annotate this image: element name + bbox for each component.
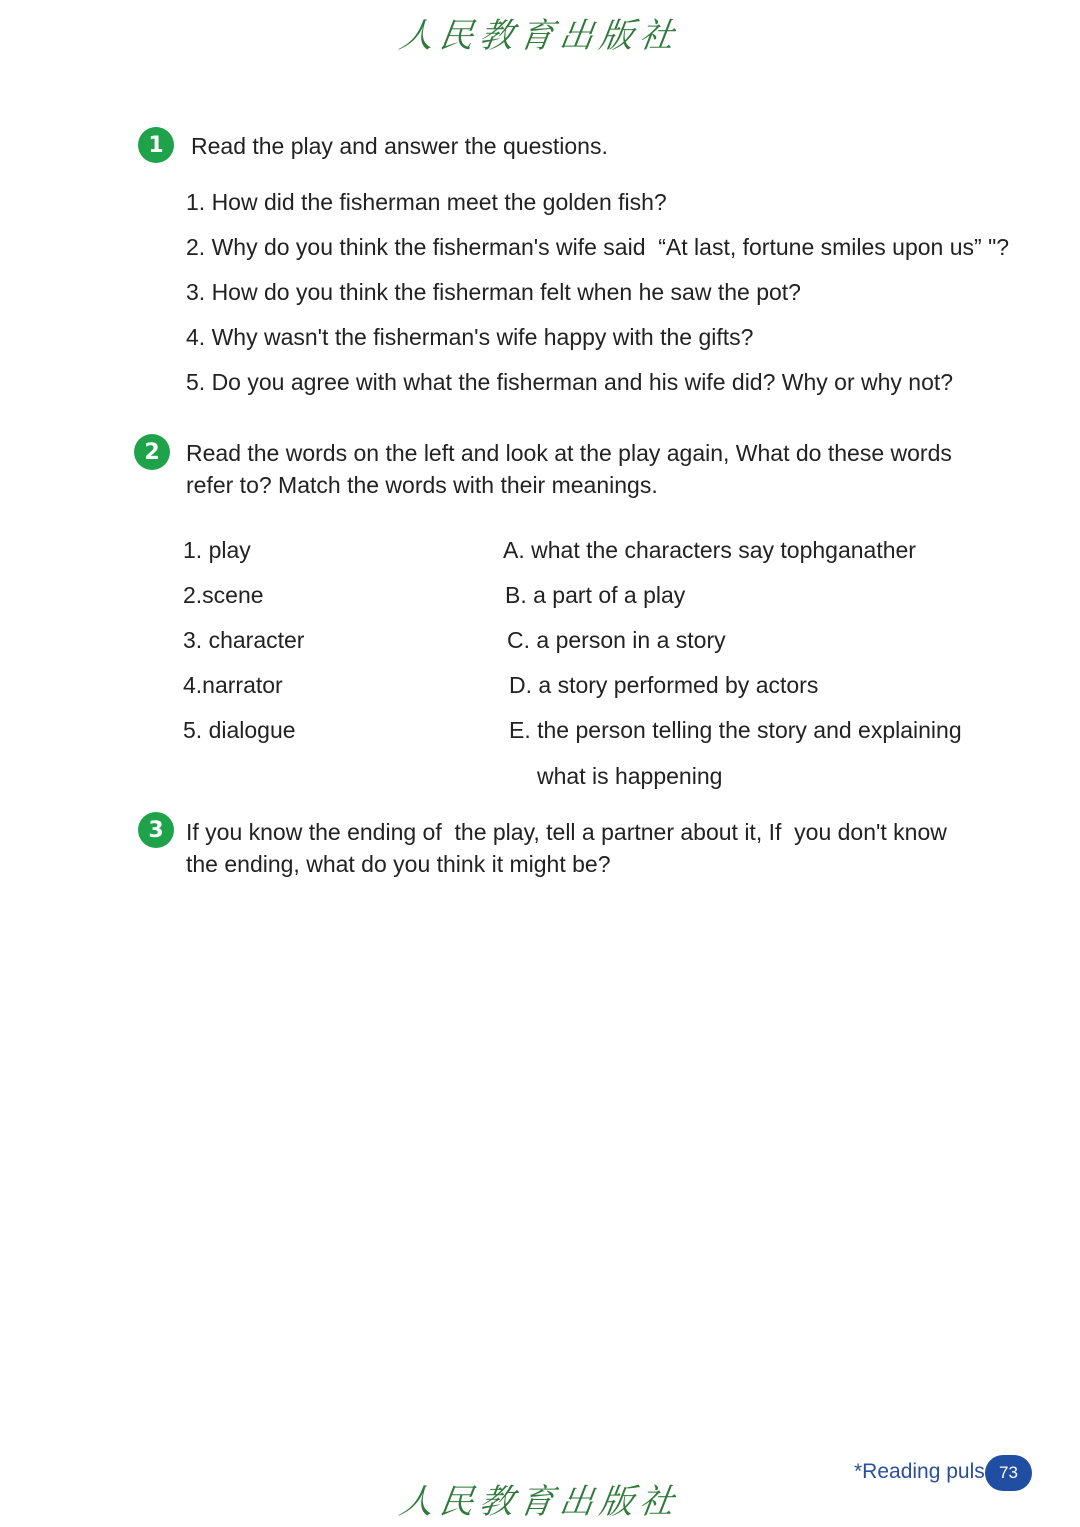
- match-meaning-e-continuation: what is happening: [537, 763, 723, 789]
- question-2: 2. Why do you think the fisherman's wife said “At last, fortune smiles upon us” "?: [186, 234, 1010, 260]
- section-2-number-badge: 2: [134, 434, 170, 470]
- match-word-2: 2.scene: [183, 582, 264, 608]
- section-3-instruction-line-2: the ending, what do you think it might be?: [186, 851, 611, 877]
- section-1-number-badge: 1: [138, 127, 174, 163]
- match-word-1: 1. play: [183, 537, 251, 563]
- publisher-logo-text: 人民教育出版社: [396, 15, 683, 56]
- question-4: 4. Why wasn't the fisherman's wife happy with the gifts?: [186, 324, 754, 350]
- page-number-badge: 73: [985, 1455, 1032, 1491]
- match-meaning-c: C. a person in a story: [507, 627, 726, 653]
- section-2-instruction-line-2: refer to? Match the words with their meanings.: [186, 472, 658, 498]
- match-word-4: 4.narrator: [183, 672, 283, 698]
- match-meaning-a: A. what the characters say tophganather: [503, 537, 916, 563]
- publisher-logo-footer: [390, 1472, 690, 1524]
- section-3-number-badge: 3: [138, 812, 174, 848]
- match-meaning-d: D. a story performed by actors: [509, 672, 819, 698]
- match-word-5: 5. dialogue: [183, 717, 296, 743]
- match-word-3: 3. character: [183, 627, 305, 653]
- section-3-instruction-line-1: If you know the ending of the play, tell a partner about it, If you don't know: [186, 819, 947, 845]
- question-1: 1. How did the fisherman meet the golden fish?: [186, 189, 667, 215]
- publisher-logo-footer-text: 人民教育出版社: [396, 1481, 683, 1522]
- match-meaning-b: B. a part of a play: [505, 582, 686, 608]
- match-meaning-e: E. the person telling the story and explaining: [509, 717, 962, 743]
- question-5: 5. Do you agree with what the fisherman and his wife did? Why or why not?: [186, 369, 954, 395]
- section-1-instruction: Read the play and answer the questions.: [191, 133, 608, 159]
- section-2-instruction-line-1: Read the words on the left and look at the play again, What do these words: [186, 440, 952, 466]
- publisher-logo-header: [390, 6, 690, 58]
- question-3: 3. How do you think the fisherman felt when he saw the pot?: [186, 279, 801, 305]
- book-title-label: *Reading puls: [854, 1460, 985, 1483]
